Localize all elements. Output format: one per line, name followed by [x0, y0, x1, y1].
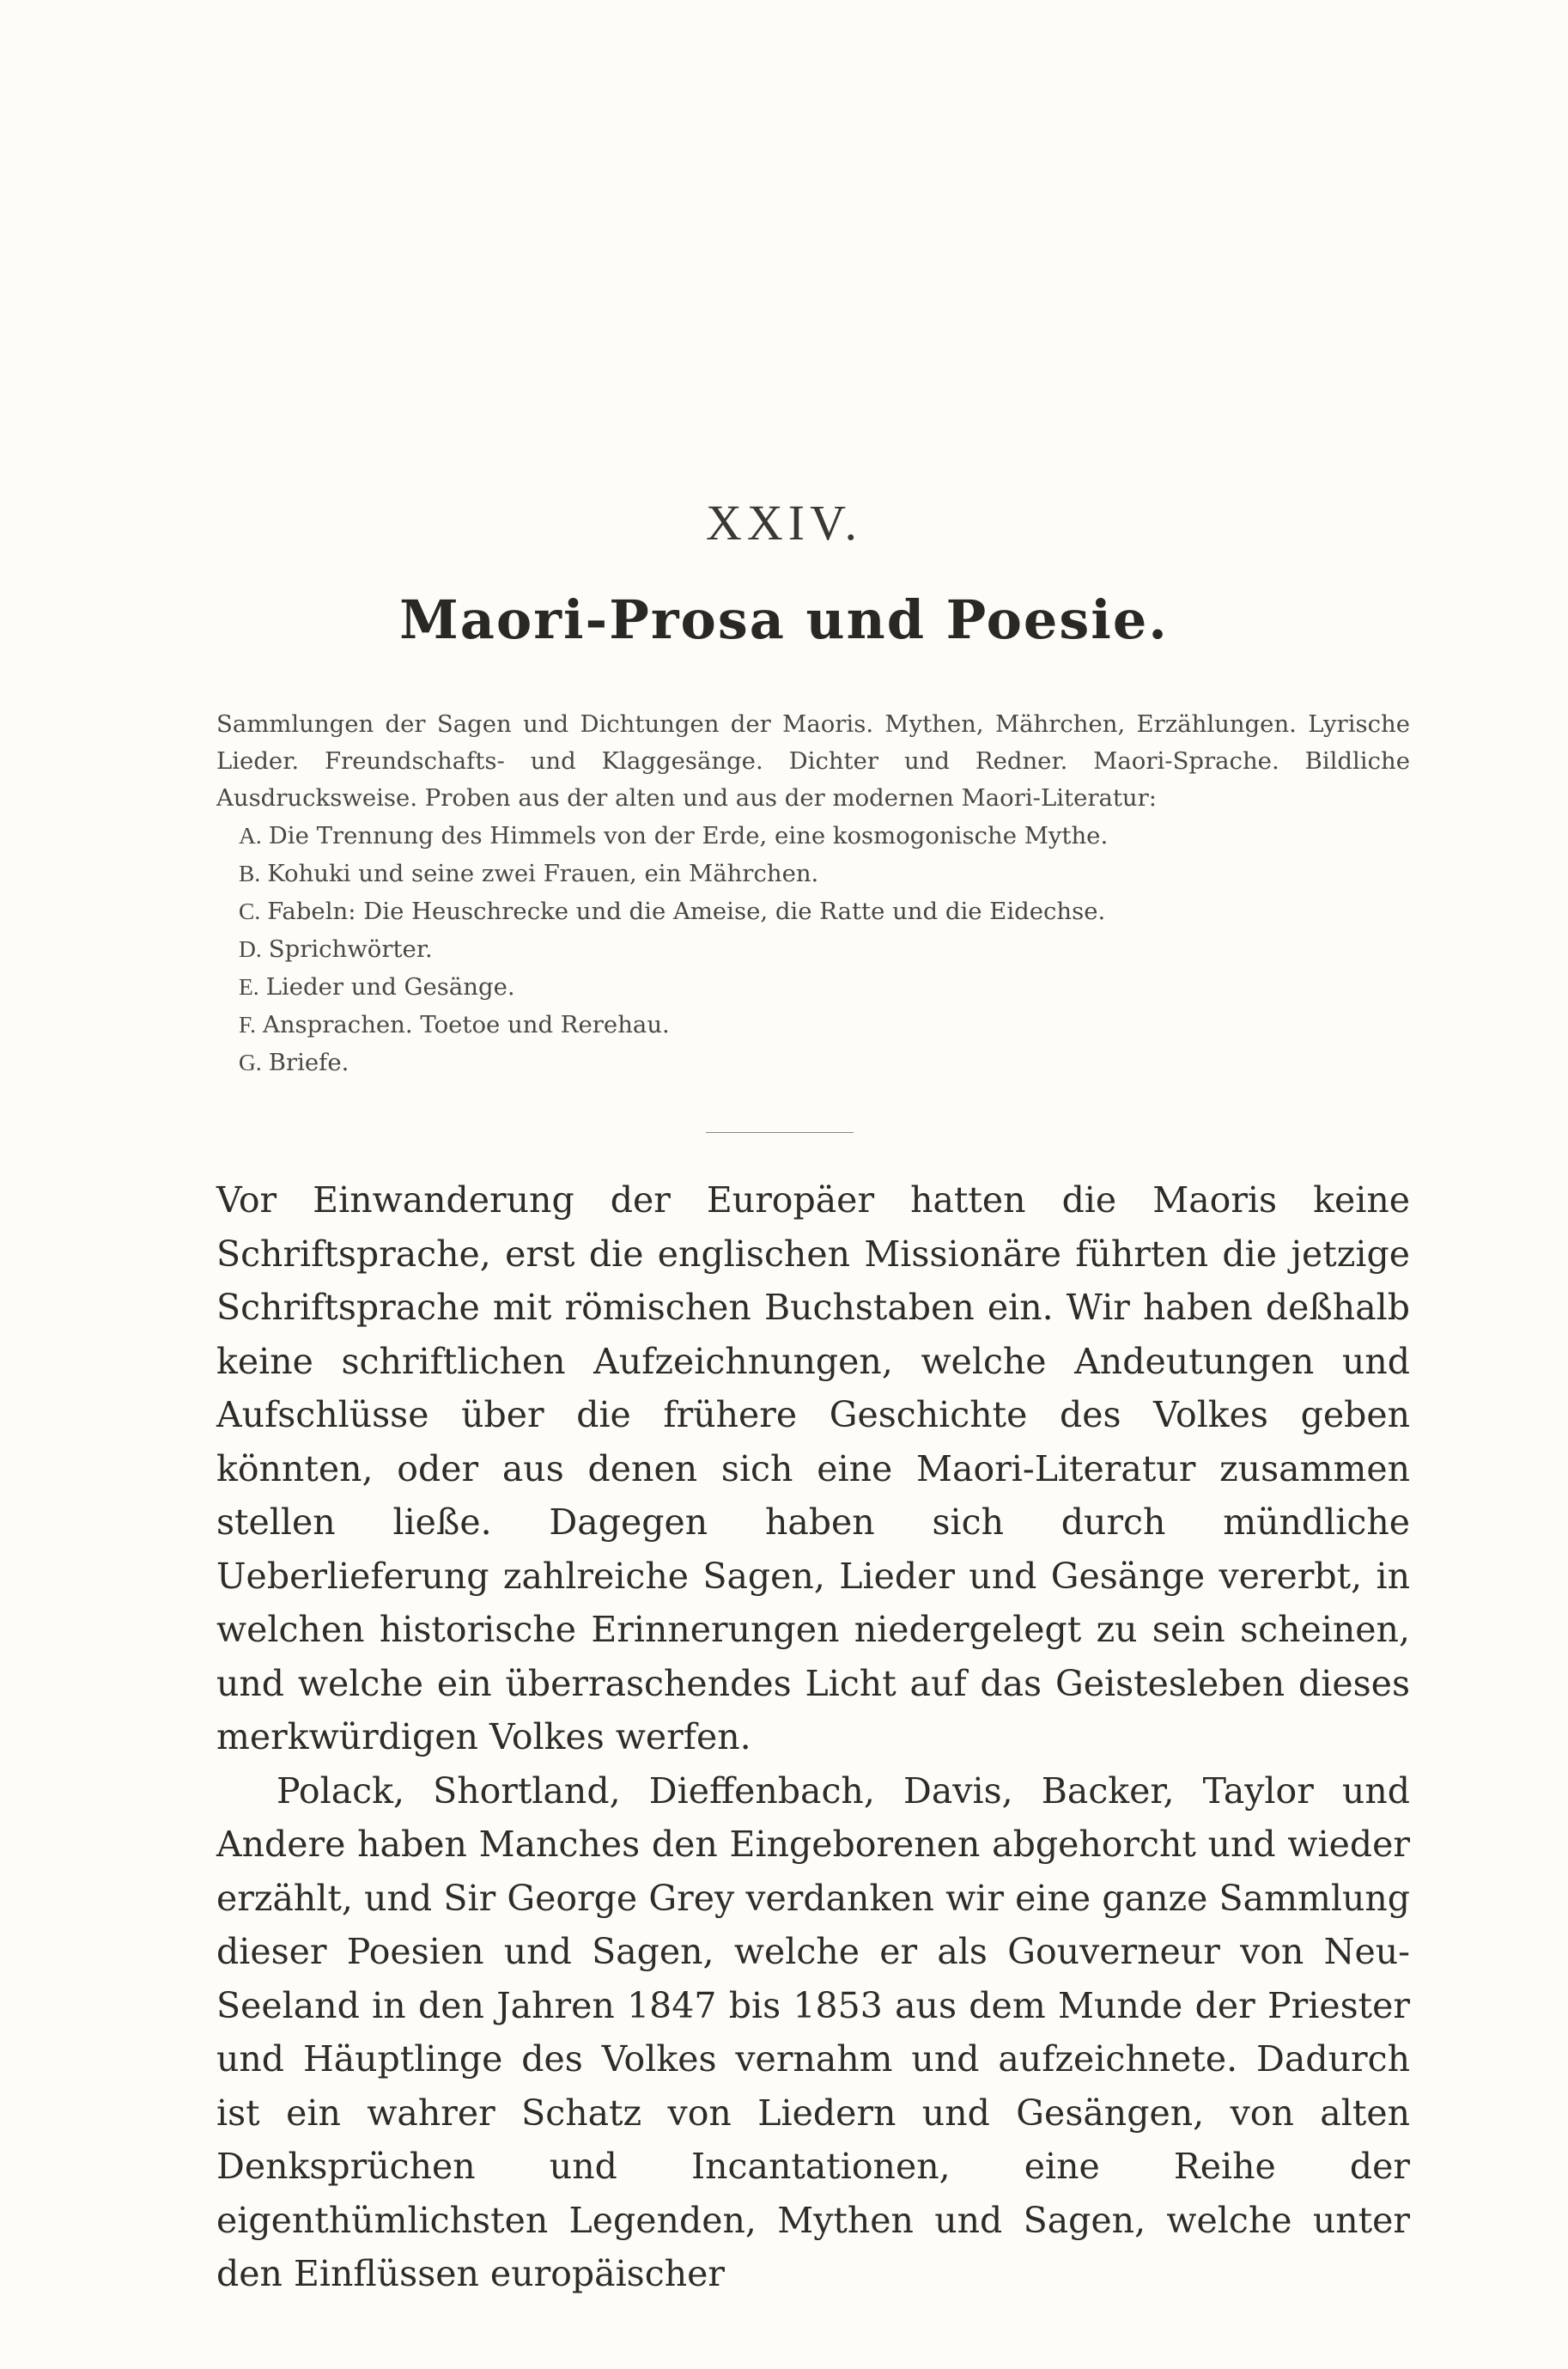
summary-item-text: Kohuki und seine zwei Frauen, ein Mährchen. [267, 860, 819, 887]
summary-item-letter: C. [239, 898, 261, 924]
chapter-number: XXIV. [706, 495, 862, 551]
summary-item-letter: F. [239, 1011, 256, 1038]
section-divider [706, 1132, 854, 1133]
summary-item [239, 1006, 1410, 1044]
body-text [216, 1173, 1410, 2301]
summary-item-letter: B. [239, 860, 261, 886]
body-paragraph: Polack, Shortland, Dieffenbach, Davis, Backer, Taylor und Andere haben Manches den Eingeborenen abgehorcht und wieder erzählt, und Sir George Grey verdanken wir eine ganze Sammlung dieser Poesien und Sagen, welche er als Gouverneur von Neu-Seeland in den Jahren 1847 bis 1853 aus dem Munde der Priester und Häuptlinge des Volkes vernahm und aufzeichnete. Dadurch ist ein wahrer Schatz von Liedern und Gesängen, von alten Denksprüchen und Incantationen, eine Reihe der eigenthümlichsten Legenden, Mythen und Sagen, welche unter den Einflüssen europäischer [216, 1769, 1410, 2294]
summary-item-text: Sprichwörter. [268, 935, 433, 963]
summary-item-text: Die Trennung des Himmels von der Erde, eine kosmogonische Mythe. [268, 822, 1109, 850]
body-paragraph: Vor Einwanderung der Europäer hatten die Maoris keine Schriftsprache, erst die englischen Missionäre führten die jetzige Schriftsprache mit römischen Buchstaben ein. Wir haben deßhalb keine schriftlichen Aufzeichnungen, welche Andeutungen und Aufschlüsse über die frühere Geschichte des Volkes geben könnten, oder aus denen sich eine Maori-Literatur zusammen stellen ließe. Dagegen haben sich durch mündliche Ueberlieferung zahlreiche Sagen, Lieder und Gesänge vererbt, in welchen historische Erinnerungen niedergelegt zu sein scheinen, und welche ein überraschendes Licht auf das Geistesleben dieses merkwürdigen Volkes werfen. [216, 1179, 1410, 1757]
summary-item [239, 1044, 1410, 1081]
summary-intro: Sammlungen der Sagen und Dichtungen der Maoris. Mythen, Mährchen, Erzählungen. Lyrische Lieder. Freundschafts- und Klaggesänge. Dichter und Redner. Maori-Sprache. Bildliche Ausdrucksweise. Proben aus der alten und aus der modernen Maori-Literatur: [216, 710, 1410, 812]
summary-item [239, 968, 1410, 1006]
summary-item-letter: G. [239, 1049, 262, 1075]
summary-list [216, 817, 1410, 1081]
summary-item [239, 817, 1410, 855]
summary-item-letter: A. [239, 822, 262, 849]
summary-item-letter: D. [239, 935, 262, 962]
summary-item-letter: E. [239, 973, 259, 1000]
summary-item [239, 855, 1410, 892]
summary-item [239, 930, 1410, 968]
summary-item-text: Lieder und Gesänge. [265, 973, 515, 1001]
summary-item [239, 892, 1410, 930]
summary-item-text: Fabeln: Die Heuschrecke und die Ameise, die Ratte und die Eidechse. [267, 898, 1106, 925]
chapter-summary [216, 706, 1410, 1081]
summary-item-text: Briefe. [268, 1049, 349, 1076]
summary-item-text: Ansprachen. Toetoe und Rerehau. [262, 1011, 670, 1038]
chapter-title: Maori-Prosa und Poesie. [399, 588, 1169, 651]
